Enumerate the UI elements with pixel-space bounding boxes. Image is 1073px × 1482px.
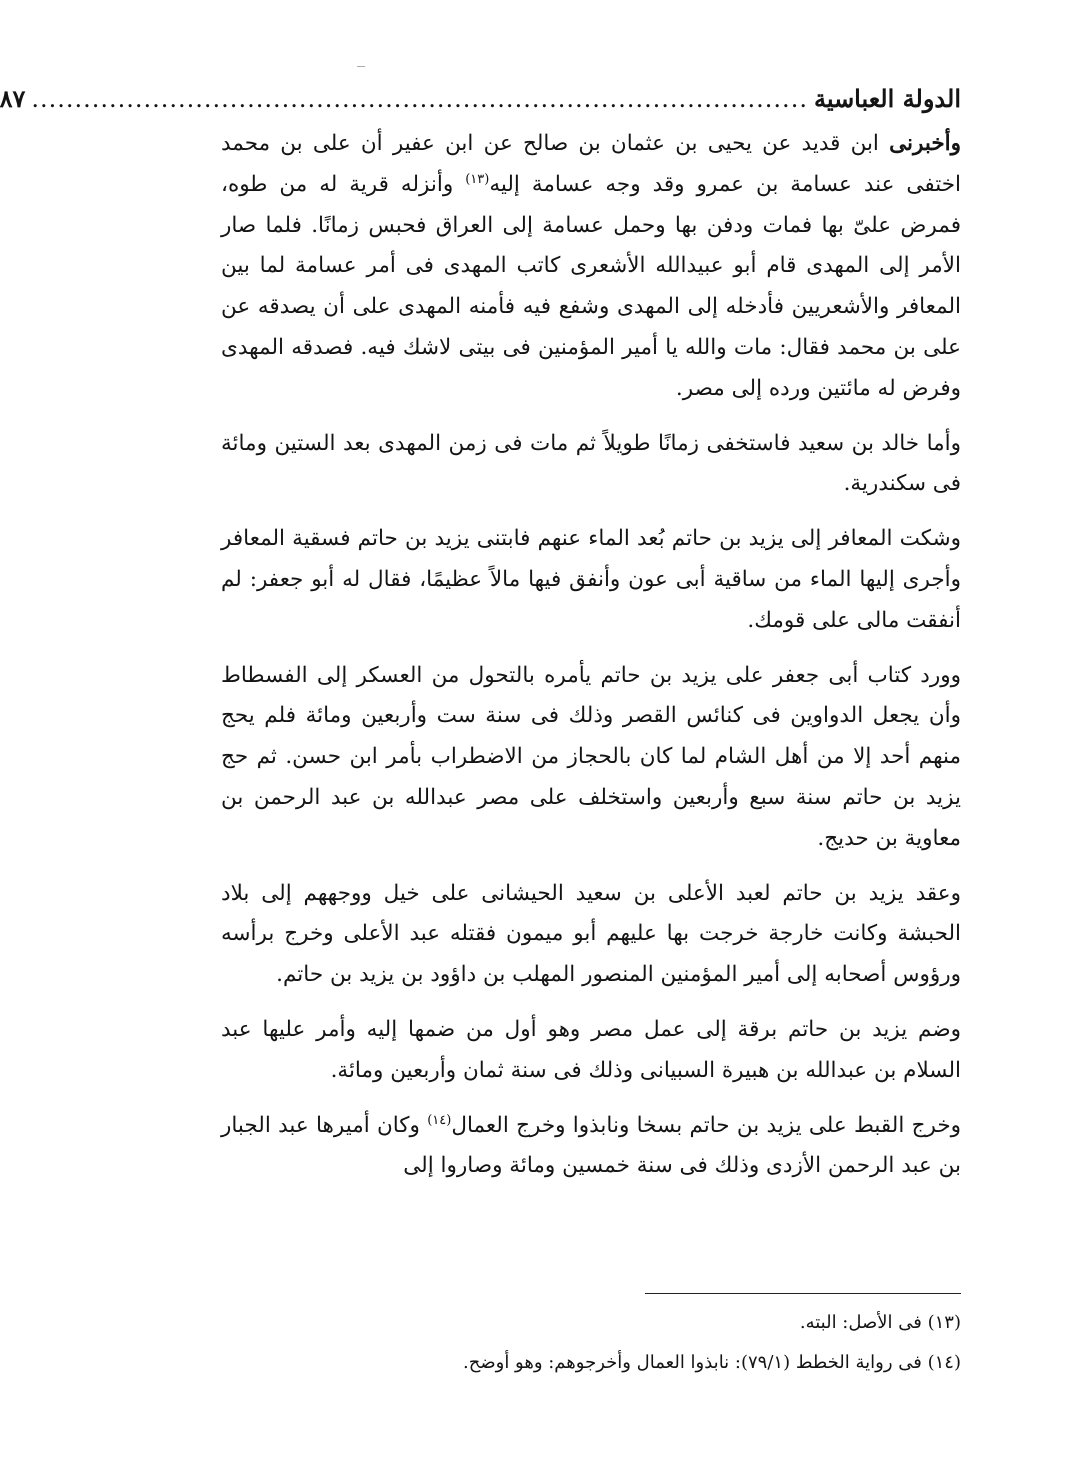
- paragraph-3: وشكت المعافر إلى يزيد بن حاتم بُعد الماء عنهم فابتنى يزيد بن حاتم فسقية المعافر وأجرى إليها الماء من ساقية أبى عون وأنفق فيها مالاً عظيمًا، فقال له أبو جعفر: لم أنفقت مالى على قومك.: [221, 526, 961, 633]
- scan-speck: [357, 66, 365, 67]
- paragraph-6: وضم يزيد بن حاتم برقة إلى عمل مصر وهو أول من ضمها إليه وأمر عليها عبد السلام بن عبدالله بن هبيرة السبيانى وذلك فى سنة ثمان وأربعين ومائة.: [221, 1016, 961, 1083]
- footnote-reference: (١٣): [465, 171, 490, 187]
- running-header: [0, 84, 961, 124]
- chapter-title: الدولة العباسية: [813, 84, 961, 113]
- body-text: [221, 124, 961, 1187]
- paragraph-5: وعقد يزيد بن حاتم لعبد الأعلى بن سعيد الحيشانى على خيل ووجههم إلى بلاد الحبشة وكانت خارجة خرجت بها عليهم أبو ميمون فقتله عبد الأعلى وخرج برأسه ورؤوس أصحابه إلى أمير المؤمنين المنصور المهلب بن داؤود بن يزيد بن حاتم.: [221, 880, 961, 988]
- paragraph-1: [221, 124, 961, 410]
- paragraph-text: وخرج القبط على يزيد بن حاتم بسخا ونابذوا وخرج العمال: [451, 1112, 961, 1138]
- footnotes: [221, 1303, 961, 1383]
- footnote-reference: (١٤): [427, 1112, 452, 1128]
- paragraph-4: وورد كتاب أبى جعفر على يزيد بن حاتم يأمره بالتحول من العسكر إلى الفسطاط وأن يجعل الدواوين فى كنائس القصر وذلك فى سنة ست وأربعين ومائة فلم يحج منهم أحد إلا من أهل الشام لما كان بالحجاز من الاضطراب بأمر ابن حسن. ثم حج يزيد بن حاتم سنة سبع وأربعين واستخلف على مصر عبدالله بن عبد الرحمن بن معاوية بن حديج.: [221, 662, 961, 851]
- paragraph-text: ابن قديد عن يحيى بن عثمان بن صالح عن ابن عفير أن على بن محمد اختفى عند عسامة بن عمرو وقد وجه عسامة إليه: [221, 131, 961, 197]
- footnote-14: (١٤) فى رواية الخطط (٧٩/١): نابذوا العمال وأخرجوهم: وهو أوضح.: [463, 1352, 961, 1373]
- footnote-separator: [645, 1293, 961, 1294]
- leader-dots: ..........................................................................................: [31, 85, 808, 113]
- paragraph-text: وأنزله قرية له من طوه، فمرض علىّ بها فمات ودفن بها وحمل عسامة إلى العراق فحبس زمانًا. فلما صار الأمر إلى المهدى قام أبو عبيدالله الأشعرى كاتب المهدى فى أمر عسامة لما بين المعافر والأشعريين فأدخله إلى المهدى وشفع فيه فأمنه المهدى على أن يصدقه عن على بن محمد فقال: مات والله يا أمير المؤمنين فى بيتى لاشك فيه. فصدقه المهدى وفرض له مائتين ورده إلى مصر.: [221, 171, 961, 401]
- paragraph-text: وكان أميرها عبد الجبار بن عبد الرحمن الأزدى وذلك فى سنة خمسين ومائة وصاروا إلى: [221, 1112, 961, 1179]
- footnote-13: (١٣) فى الأصل: البته.: [799, 1312, 961, 1333]
- paragraph-2: وأما خالد بن سعيد فاستخفى زمانًا طويلاً ثم مات فى زمن المهدى بعد الستين ومائة فى سكندرية.: [221, 430, 961, 497]
- page-number: ٨٧: [0, 84, 26, 113]
- book-page: [0, 84, 961, 1201]
- paragraph-lead-word: وأخبرنى: [889, 131, 961, 156]
- paragraph-7: [221, 1106, 961, 1188]
